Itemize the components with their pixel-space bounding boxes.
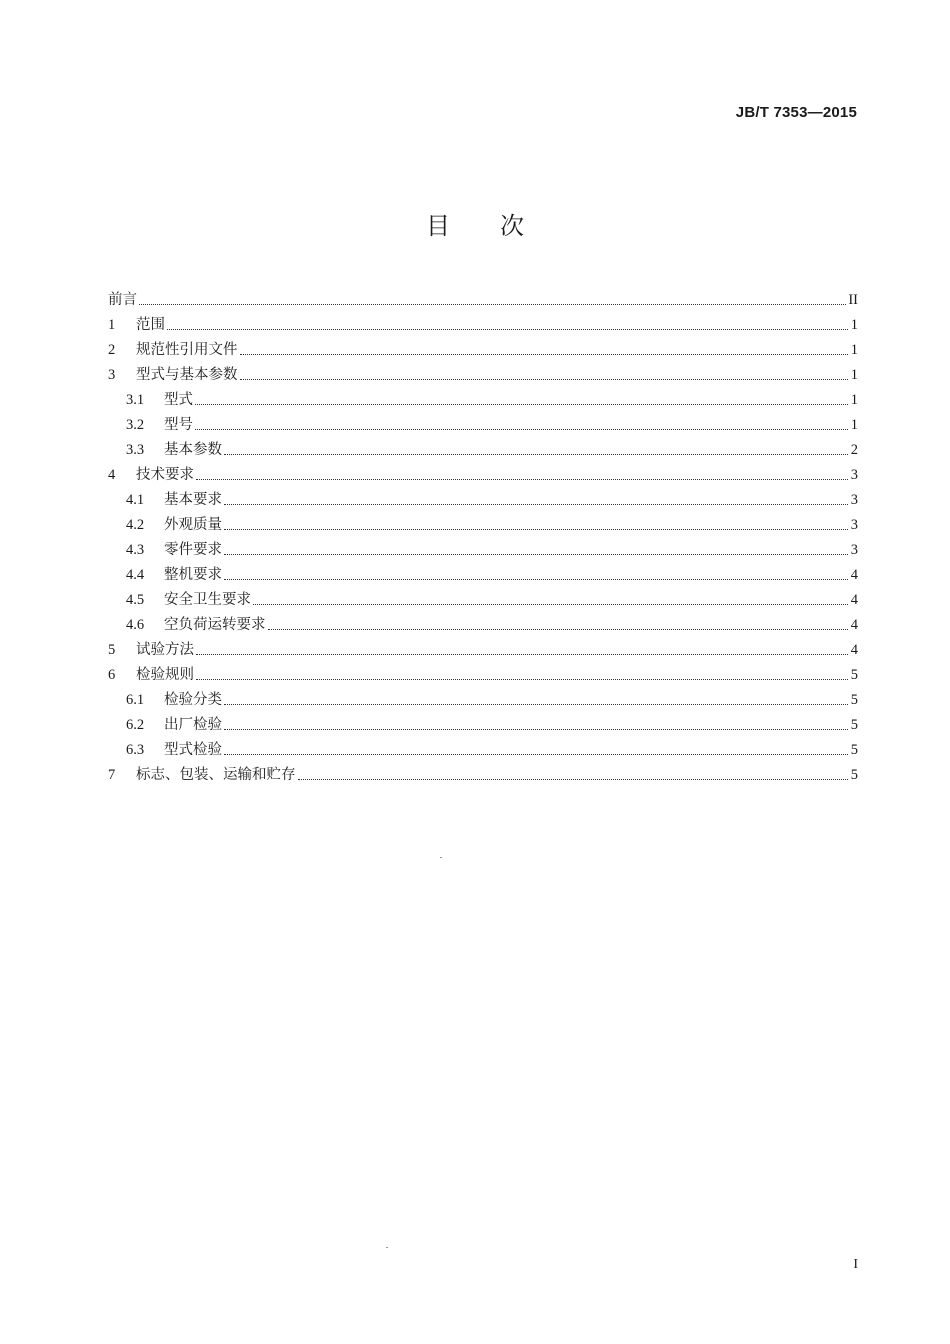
dot-leader [139,303,846,305]
toc-entry[interactable] [108,284,858,309]
toc-entry[interactable] [108,609,858,634]
toc-entry-page: 3 [850,517,858,533]
dot-leader [268,628,849,630]
toc-entry[interactable] [108,334,858,359]
toc-entry-label: 空负荷运转要求 [164,617,266,633]
toc-entry-number: 6.1 [126,692,145,708]
toc-entry-page: 4 [850,617,858,633]
toc-entry-label: 型号 [164,417,193,433]
dot-leader [253,603,848,605]
standard-code: JB/T 7353—2015 [735,104,857,121]
toc-entry[interactable] [108,359,858,384]
toc-entry[interactable] [108,484,858,509]
toc-entry-number: 6.3 [126,742,145,758]
dot-leader [195,403,848,405]
dot-leader [224,553,848,555]
toc-entry[interactable] [108,309,858,334]
toc-entry-label: 检验规则 [136,667,194,683]
toc-entry-label: 型式检验 [164,742,222,758]
dot-leader [224,503,848,505]
toc-entry[interactable] [108,759,858,784]
toc-entry-number: 4.5 [126,592,145,608]
toc-entry-number: 4.4 [126,567,145,583]
toc-entry-number: 3.3 [126,442,145,458]
toc-entry[interactable] [108,534,858,559]
toc-entry-label: 标志、包装、运输和贮存 [136,767,296,783]
toc-entry-label: 技术要求 [136,467,194,483]
dot-leader [224,578,848,580]
page-title: 目次 [426,212,574,240]
toc-entry-page: 1 [850,392,858,408]
toc-entry-page: 5 [850,767,858,783]
toc-entry[interactable] [108,734,858,759]
dot-leader [167,328,848,330]
toc-entry[interactable] [108,634,858,659]
dot-leader [298,778,849,780]
dot-leader [224,728,848,730]
toc-entry-label: 安全卫生要求 [164,592,251,608]
dot-leader [224,753,848,755]
toc-entry-number: 2 [108,342,116,358]
toc-entry-page: 4 [850,642,858,658]
toc-entry-label: 出厂检验 [164,717,222,733]
toc-entry-number: 4.6 [126,617,145,633]
toc-entry-label: 基本要求 [164,492,222,508]
toc-entry[interactable] [108,459,858,484]
toc-entry-number: 6.2 [126,717,145,733]
toc-entry-number: 6 [108,667,116,683]
toc-entry[interactable] [108,584,858,609]
table-of-contents [108,284,858,784]
toc-entry-label: 基本参数 [164,442,222,458]
dot-leader [195,428,848,430]
toc-entry-number: 3 [108,367,116,383]
toc-entry-label: 试验方法 [136,642,194,658]
toc-entry-number: 1 [108,317,116,333]
toc-entry[interactable] [108,659,858,684]
toc-entry-page: 4 [850,592,858,608]
toc-entry-number: 4.3 [126,542,145,558]
toc-entry[interactable] [108,384,858,409]
dot-leader [196,478,848,480]
dot-leader [224,453,848,455]
toc-entry-page: 3 [850,542,858,558]
toc-entry-number: 7 [108,767,116,783]
toc-entry-number: 5 [108,642,116,658]
toc-entry-page: 1 [850,342,858,358]
scan-speck [386,1247,388,1248]
toc-entry-page: 3 [850,467,858,483]
toc-entry-page: 1 [850,317,858,333]
toc-entry-page: 1 [850,367,858,383]
toc-entry-label: 型式 [164,392,193,408]
toc-entry-page: 3 [850,492,858,508]
dot-leader [240,378,849,380]
dot-leader [224,703,848,705]
footer-page-number: I [853,1257,858,1272]
toc-entry-label: 前言 [108,292,137,308]
toc-entry-label: 检验分类 [164,692,222,708]
toc-entry-page: 5 [850,667,858,683]
toc-entry-label: 零件要求 [164,542,222,558]
toc-entry-page: 5 [850,692,858,708]
toc-entry-label: 规范性引用文件 [136,342,238,358]
dot-leader [240,353,849,355]
toc-entry-page: 5 [850,717,858,733]
toc-entry-number: 3.2 [126,417,145,433]
scan-speck [440,857,442,858]
toc-entry-label: 型式与基本参数 [136,367,238,383]
dot-leader [196,678,848,680]
toc-entry-page: 4 [850,567,858,583]
toc-entry[interactable] [108,409,858,434]
toc-entry-page: 2 [850,442,858,458]
toc-entry[interactable] [108,559,858,584]
dot-leader [224,528,848,530]
toc-entry[interactable] [108,709,858,734]
toc-entry[interactable] [108,684,858,709]
toc-entry[interactable] [108,509,858,534]
toc-entry-number: 4.2 [126,517,145,533]
toc-entry[interactable] [108,434,858,459]
dot-leader [196,653,848,655]
toc-entry-label: 整机要求 [164,567,222,583]
toc-entry-page: 5 [850,742,858,758]
toc-entry-number: 4.1 [126,492,145,508]
toc-entry-label: 外观质量 [164,517,222,533]
toc-entry-page: 1 [850,417,858,433]
toc-entry-number: 3.1 [126,392,145,408]
toc-entry-label: 范围 [136,317,165,333]
toc-entry-number: 4 [108,467,116,483]
toc-entry-page: II [848,292,858,308]
